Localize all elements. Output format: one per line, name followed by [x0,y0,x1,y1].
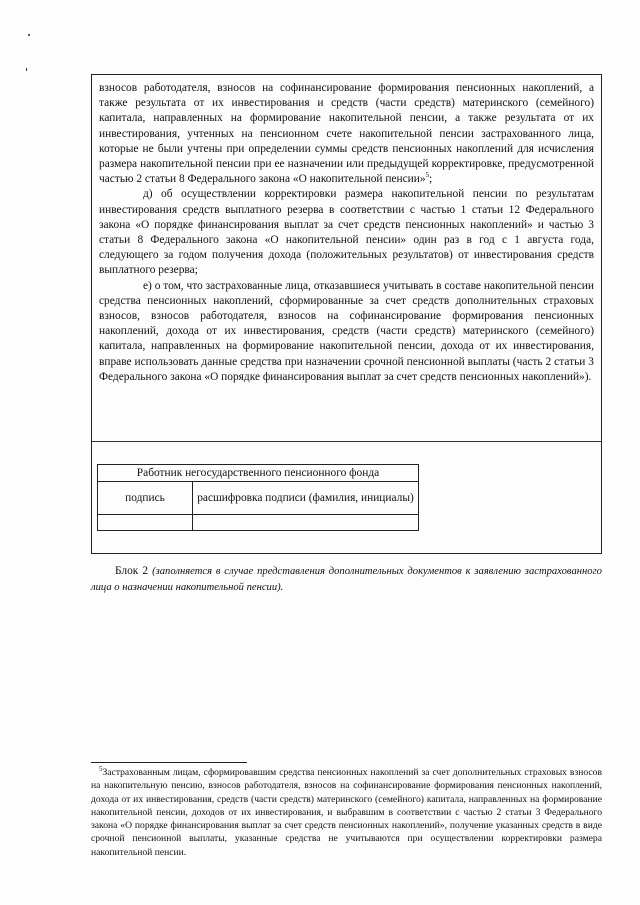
paragraph-d: д) об осуществлении корректировки размера накопительной пенсии по результатам инвестирования средств выплатного резерва в соответствии с частью 1 статьи 12 Федерального закона «О порядке финансирования выплат за счет средств пенсионных накоплений» и частью 3 статьи 8 Федерального закона «О накопительной пенсии» один раз в год с 1 августа года, следующего за годом получения дохода (положительных результатов) от инвестирования средств выплатного резерва; [99,188,594,277]
transcript-column-label: расшифровка подписи (фамилия, инициалы) [193,482,419,515]
scan-speck [26,68,27,71]
block2-label: Блок 2 [115,565,149,577]
signature-table [97,464,419,531]
main-text [99,81,594,385]
paragraph-continued: взносов работодателя, взносов на софинансирование формирования пенсионных накоплений, а также результата от их инвестирования и средств (части средств) материнского (семейного) капитала, направленных на формирование накопительной пенсии, а также результата от их инвестирования, учтенных на пенсионном счете накопительной пенсии застрахованного лица, которые не были учтены при определении суммы средств пенсионных накоплений для исчисления размера накопительной пенсии при ее назначении или предыдущей корректировке, предусмотренной частью 2 статьи 8 Федерального закона «О накопительной пенсии»$^5$; [99,82,594,186]
scan-speck [28,34,30,36]
block2-paragraph [91,564,602,595]
frame-divider [92,441,601,442]
paragraph-e: е) о том, что застрахованные лица, отказавшиеся учитывать в составе накопительной пенсии средства пенсионных накоплений, сформированные за счет средств дополнительных страховых взносов, взносов работодателя, взносов на софинансирование формирования пенсионных накоплений, дохода от их инвестирования, средств (части средств) материнского (семейного) капитала, направленных на формирование накопительной пенсии, дохода от их инвестирования, вправе использовать данные средства при назначении срочной пенсионной выплаты (часть 2 статьи 3 Федерального закона «О порядке финансирования выплат за счет средств пенсионных накоплений»). [99,279,594,383]
footnote-text: Застрахованным лицам, сформировавшим средства пенсионных накоплений за счет дополнительных страховых взносов на накопительную пенсию, взносов работодателя, взносов на софинансирование формирования пенсионных накоплений, дохода от их инвестирования, средств (части средств) материнского (семейного) капитала, направленных на формирование накопительной пенсии, доходов от их инвестирования, и выбравшим в соответствии с частью 2 статьи 3 Федерального закона «О порядке финансирования выплат за счет средств пенсионных накоплений», получение указанных средств в виде срочной пенсионной выплаты, указанные средства не учитываются при осуществлении корректировки размера накопительной пенсии. [91,767,602,858]
block2-hint: (заполняется в случае представления дополнительных документов к заявлению застрахованного лица о назначении накопительной пенсии). [91,566,602,593]
transcript-cell[interactable] [193,515,419,531]
signature-cell[interactable] [98,515,193,531]
signature-table-header: Работник негосударственного пенсионного фонда [98,465,419,482]
footnote [91,766,602,859]
footnote-number: 5 [99,764,103,773]
signature-column-label: подпись [98,482,193,515]
footnote-rule [91,762,247,763]
footnote-ref: 5 [425,171,430,180]
content-frame [91,74,602,554]
